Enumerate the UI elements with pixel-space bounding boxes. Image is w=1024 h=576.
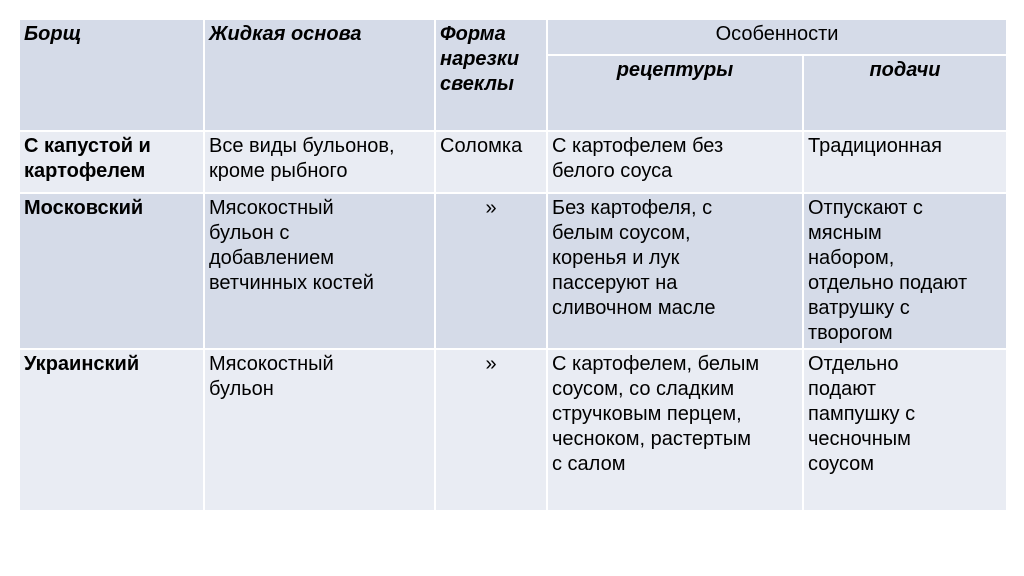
header-beet-cut: Форма нарезки свеклы [436, 20, 546, 130]
row-name: Московский [20, 194, 203, 348]
row-base: Мясокостный бульон [205, 350, 434, 510]
row-serving: Отпускают с мясным набором, отдельно подают ватрушку с творогом [804, 194, 1006, 348]
borsch-comparison-table [18, 18, 1008, 512]
row-serving: Отдельно подают пампушку с чесночным соусом [804, 350, 1006, 510]
header-borsch: Борщ [20, 20, 203, 130]
row-name: С капустой и картофелем [20, 132, 203, 192]
row-recipe: Без картофеля, с белым соусом, коренья и лук пассеруют на сливочном масле [548, 194, 802, 348]
table-row [20, 132, 1006, 192]
row-cut: Соломка [436, 132, 546, 192]
header-features: Особенности [548, 20, 1006, 54]
row-recipe: С картофелем без белого соуса [548, 132, 802, 192]
table-row [20, 350, 1006, 510]
row-name: Украинский [20, 350, 203, 510]
table-row [20, 194, 1006, 348]
row-cut: » [436, 194, 546, 348]
header-serving: подачи [804, 56, 1006, 130]
row-cut: » [436, 350, 546, 510]
row-serving: Традиционная [804, 132, 1006, 192]
header-recipe: рецептуры [548, 56, 802, 130]
row-base: Все виды бульонов, кроме рыбного [205, 132, 434, 192]
header-liquid-base: Жидкая основа [205, 20, 434, 130]
row-base: Мясокостный бульон с добавлением ветчинных костей [205, 194, 434, 348]
row-recipe: С картофелем, белым соусом, со сладким стручковым перцем, чесноком, растертым с салом [548, 350, 802, 510]
